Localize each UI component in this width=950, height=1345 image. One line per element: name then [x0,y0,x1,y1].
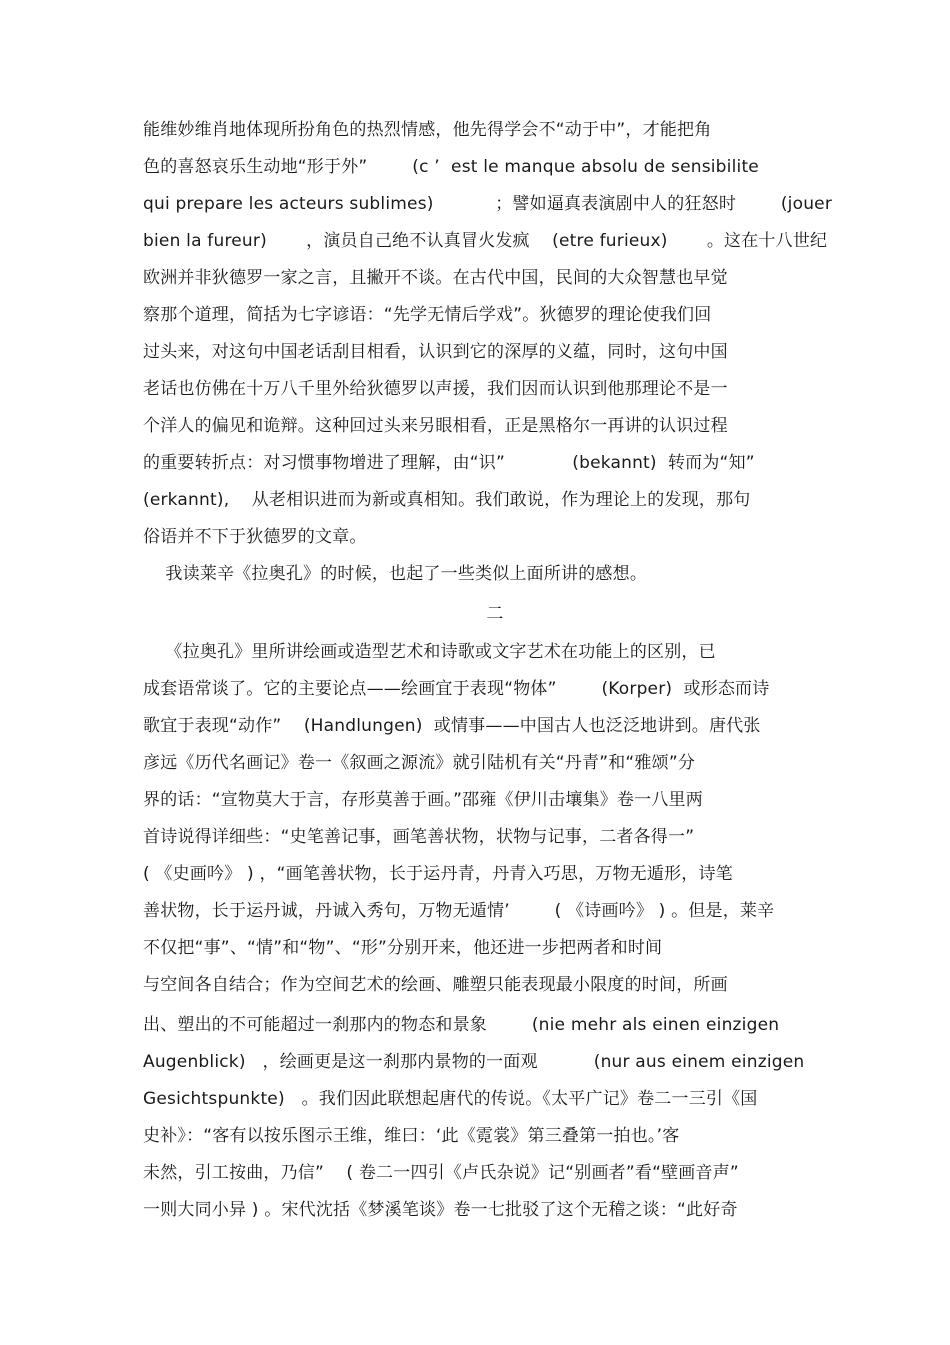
section-heading: 二 [486,604,504,624]
text-line: 过头来，对这句中国老话刮目相看，认识到它的深厚的义蕴，同时，这句中国 [143,342,728,362]
text-line: 能维妙维肖地体现所扮角色的热烈情感，他先得学会不“动于中”，才能把角 [143,120,712,140]
text-line: 不仅把“事”、“情”和“物”、“形”分别开来，他还进一步把两者和时间 [143,938,663,958]
text-line: 个洋人的偏见和诡辩。这种回过头来另眼相看，正是黑格尔一再讲的认识过程 [143,416,728,436]
text-line: 彦远《历代名画记》卷一《叙画之源流》就引陆机有关“丹青”和“雅颂”分 [143,753,696,773]
text-line: (erkannt), 从老相识进而为新或真相知。我们敢说，作为理论上的发现，那句 [143,490,751,510]
text-line: 色的喜怒哀乐生动地“形于外” (c ’ est le manque absolu de sensibilite [143,157,759,177]
text-line: 与空间各自结合；作为空间艺术的绘画、雕塑只能表现最小限度的时间，所画 [143,975,728,995]
text-line: 一则大同小异 ) 。宋代沈括《梦溪笔谈》卷一七批驳了这个无稽之谈：“此好奇 [143,1200,738,1220]
text-line: 史补》：“客有以按乐图示王维，维曰：‘此《霓裳》第三叠第一拍也。’客 [143,1126,680,1146]
text-line: 老话也仿佛在十万八千里外给狄德罗以声援，我们因而认识到他那理论不是一 [143,379,728,399]
text-line: qui prepare les acteurs sublimes) ；譬如逼真表演剧中人的狂怒时 (jouer [143,194,833,214]
text-line: 俗语并不下于狄德罗的文章。 [143,527,367,547]
text-line: bien la fureur) ，演员自己绝不认真冒火发疯 (etre furieux) 。这在十八世纪 [143,231,828,251]
text-line: 成套语常谈了。它的主要论点——绘画宜于表现“物体” (Korper) 或形态而诗 [143,679,770,699]
text-line: 出、塑出的不可能超过一刹那内的物态和景象 (nie mehr als einen einzigen [143,1015,780,1035]
text-line: 善状物，长于运丹诚，丹诚入秀句，万物无遁情’ ( 《诗画吟》 ) 。但是，莱辛 [143,901,775,921]
text-line: 歌宜于表现“动作” (Handlungen) 或情事——中国古人也泛泛地讲到。唐代张 [143,716,761,736]
paragraph-start-line: 《拉奥孔》里所讲绘画或造型艺术和诗歌或文字艺术在功能上的区别，已 [143,642,716,662]
text-line: ( 《史画吟》 ) ，“画笔善状物，长于运丹青，丹青入巧思，万物无遁形，诗笔 [143,864,733,884]
paragraph-start-line: 我读莱辛《拉奥孔》的时候，也起了一些类似上面所讲的感想。 [143,564,648,584]
text-line: 欧洲并非狄德罗一家之言，且撇开不谈。在古代中国，民间的大众智慧也早觉 [143,268,728,288]
text-line: 界的话：“宣物莫大于言，存形莫善于画。”邵雍《伊川击壤集》卷一八里两 [143,790,703,810]
text-line: 未然，引工按曲，乃信” ( 卷二一四引《卢氏杂说》记“别画者”看“壁画音声” [143,1163,739,1183]
text-line: 的重要转折点：对习惯事物增进了理解，由“识” (bekannt) 转而为“知” [143,453,755,473]
text-line: Augenblick) ，绘画更是这一刹那内景物的一面观 (nur aus einem einzigen [143,1052,805,1072]
text-line: Gesichtspunkte) 。我们因此联想起唐代的传说。《太平广记》卷二一三引《国 [143,1089,758,1109]
text-line: 首诗说得详细些：“史笔善记事，画笔善状物，状物与记事，二者各得一” [143,827,695,847]
text-line: 察那个道理，简括为七字谚语：“先学无情后学戏”。狄德罗的理论使我们回 [143,305,712,325]
